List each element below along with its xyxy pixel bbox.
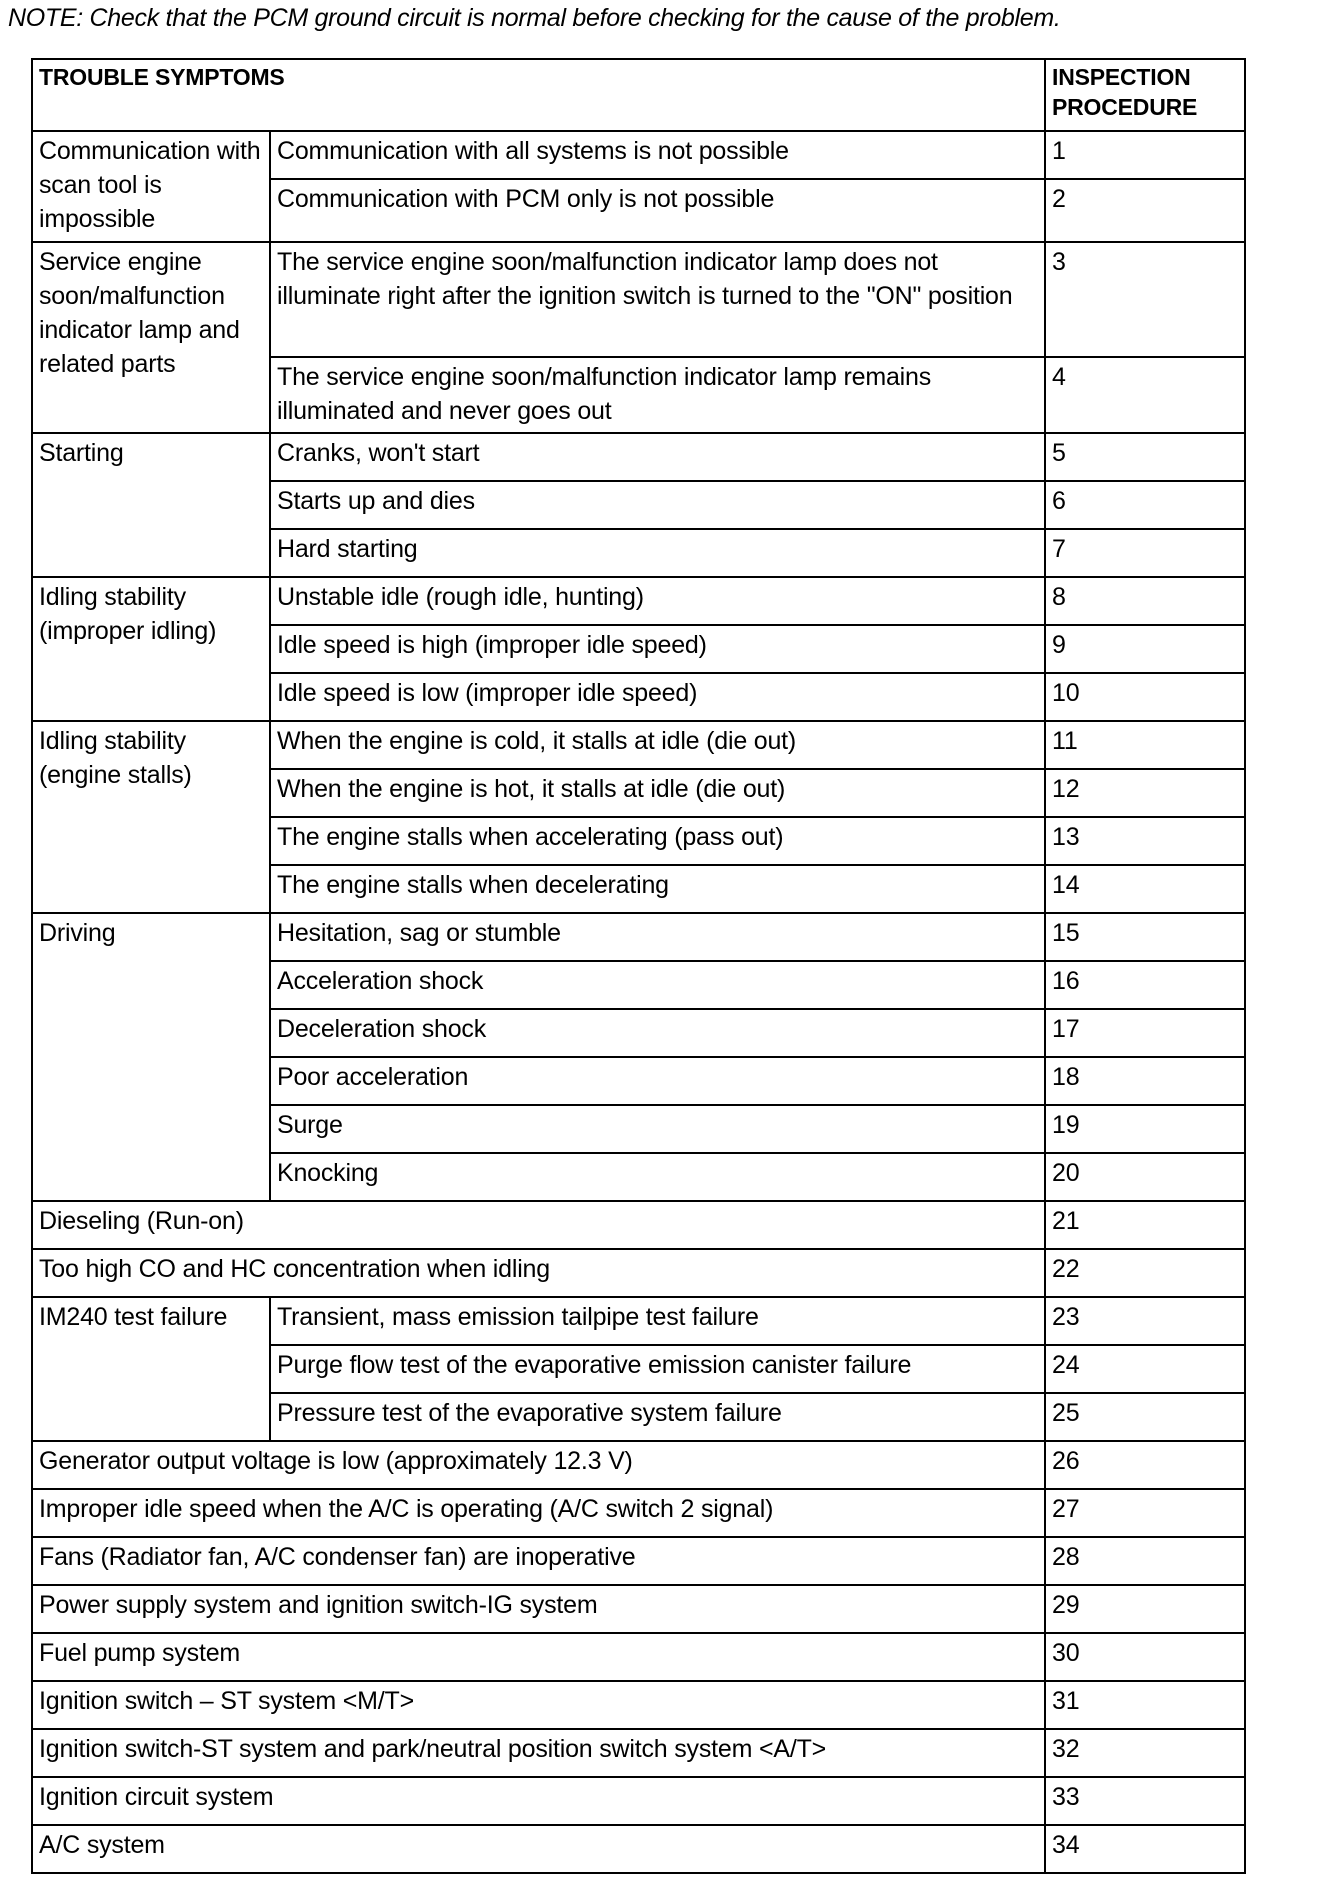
inspection-procedure-number: 17: [1045, 1009, 1245, 1057]
inspection-procedure-number: 27: [1045, 1489, 1245, 1537]
symptom-description: Knocking: [270, 1153, 1045, 1201]
inspection-procedure-number: 8: [1045, 577, 1245, 625]
table-row: [32, 1681, 1245, 1729]
table-row: [32, 1777, 1245, 1825]
symptom-description: Transient, mass emission tailpipe test failure: [270, 1297, 1045, 1345]
inspection-procedure-number: 13: [1045, 817, 1245, 865]
table-row: [32, 1441, 1245, 1489]
symptom-category: Dieseling (Run-on): [32, 1201, 1045, 1249]
inspection-procedure-number: 15: [1045, 913, 1245, 961]
symptom-category: Fans (Radiator fan, A/C condenser fan) are inoperative: [32, 1537, 1045, 1585]
table-row: [32, 913, 1245, 961]
note-text: NOTE: Check that the PCM ground circuit is normal before checking for the cause of the problem.: [8, 4, 1061, 32]
table-row: [32, 1201, 1245, 1249]
table-header-row: [32, 59, 1245, 131]
symptom-description: Communication with PCM only is not possible: [270, 179, 1045, 242]
inspection-procedure-number: 12: [1045, 769, 1245, 817]
symptom-description: The service engine soon/malfunction indicator lamp remains illuminated and never goes out: [270, 357, 1045, 433]
table-row: [32, 1489, 1245, 1537]
symptom-description: Hard starting: [270, 529, 1045, 577]
inspection-procedure-number: 34: [1045, 1825, 1245, 1873]
inspection-procedure-number: 19: [1045, 1105, 1245, 1153]
inspection-procedure-number: 6: [1045, 481, 1245, 529]
symptom-category: Service engine soon/malfunction indicator lamp and related parts: [32, 242, 270, 433]
inspection-procedure-number: 7: [1045, 529, 1245, 577]
symptom-description: Pressure test of the evaporative system failure: [270, 1393, 1045, 1441]
inspection-procedure-number: 4: [1045, 357, 1245, 433]
table-row: [32, 131, 1245, 179]
inspection-procedure-number: 25: [1045, 1393, 1245, 1441]
table-row: [32, 1825, 1245, 1873]
table-row: [32, 1537, 1245, 1585]
symptom-description: Unstable idle (rough idle, hunting): [270, 577, 1045, 625]
symptom-category: Starting: [32, 433, 270, 577]
symptom-description: Starts up and dies: [270, 481, 1045, 529]
inspection-procedure-number: 5: [1045, 433, 1245, 481]
table-row: [32, 1585, 1245, 1633]
symptom-description: Communication with all systems is not possible: [270, 131, 1045, 179]
inspection-procedure-number: 2: [1045, 179, 1245, 242]
inspection-procedure-number: 21: [1045, 1201, 1245, 1249]
symptom-description: Cranks, won't start: [270, 433, 1045, 481]
inspection-procedure-number: 18: [1045, 1057, 1245, 1105]
symptom-description: When the engine is hot, it stalls at idle (die out): [270, 769, 1045, 817]
inspection-procedure-number: 28: [1045, 1537, 1245, 1585]
symptom-category: Power supply system and ignition switch-IG system: [32, 1585, 1045, 1633]
symptom-description: Surge: [270, 1105, 1045, 1153]
symptom-category: Driving: [32, 913, 270, 1201]
symptom-category: Idling stability (improper idling): [32, 577, 270, 721]
symptom-description: Purge flow test of the evaporative emission canister failure: [270, 1345, 1045, 1393]
symptom-category: Improper idle speed when the A/C is operating (A/C switch 2 signal): [32, 1489, 1045, 1537]
table-row: [32, 1249, 1245, 1297]
symptom-description: The engine stalls when accelerating (pass out): [270, 817, 1045, 865]
table-row: [32, 242, 1245, 357]
inspection-procedure-number: 11: [1045, 721, 1245, 769]
inspection-procedure-number: 30: [1045, 1633, 1245, 1681]
table-row: [32, 1633, 1245, 1681]
inspection-procedure-number: 26: [1045, 1441, 1245, 1489]
symptom-category: Too high CO and HC concentration when idling: [32, 1249, 1045, 1297]
symptom-description: Poor acceleration: [270, 1057, 1045, 1105]
inspection-procedure-number: 10: [1045, 673, 1245, 721]
symptom-description: Acceleration shock: [270, 961, 1045, 1009]
symptom-category: Ignition switch – ST system <M/T>: [32, 1681, 1045, 1729]
symptom-category: Ignition circuit system: [32, 1777, 1045, 1825]
symptom-description: Idle speed is low (improper idle speed): [270, 673, 1045, 721]
symptom-description: The service engine soon/malfunction indicator lamp does not illuminate right after the ignition switch is turned to the "ON" position: [270, 242, 1045, 357]
symptom-category: Generator output voltage is low (approximately 12.3 V): [32, 1441, 1045, 1489]
symptom-category: IM240 test failure: [32, 1297, 270, 1441]
inspection-procedure-number: 16: [1045, 961, 1245, 1009]
symptom-description: Idle speed is high (improper idle speed): [270, 625, 1045, 673]
header-trouble-symptoms: TROUBLE SYMPTOMS: [32, 59, 1045, 131]
symptom-category: Communication with scan tool is impossible: [32, 131, 270, 242]
symptom-category: Fuel pump system: [32, 1633, 1045, 1681]
symptom-description: Deceleration shock: [270, 1009, 1045, 1057]
inspection-procedure-number: 33: [1045, 1777, 1245, 1825]
trouble-symptom-table: [31, 58, 1246, 1874]
symptom-category: Idling stability (engine stalls): [32, 721, 270, 913]
table-row: [32, 721, 1245, 769]
table-row: [32, 1297, 1245, 1345]
inspection-procedure-number: 14: [1045, 865, 1245, 913]
inspection-procedure-number: 24: [1045, 1345, 1245, 1393]
inspection-procedure-number: 1: [1045, 131, 1245, 179]
symptom-description: The engine stalls when decelerating: [270, 865, 1045, 913]
inspection-procedure-number: 22: [1045, 1249, 1245, 1297]
symptom-category: Ignition switch-ST system and park/neutral position switch system <A/T>: [32, 1729, 1045, 1777]
inspection-procedure-number: 23: [1045, 1297, 1245, 1345]
header-inspection-procedure: INSPECTION PROCEDURE: [1045, 59, 1245, 131]
table-row: [32, 433, 1245, 481]
inspection-procedure-number: 3: [1045, 242, 1245, 357]
symptom-description: When the engine is cold, it stalls at idle (die out): [270, 721, 1045, 769]
inspection-procedure-number: 31: [1045, 1681, 1245, 1729]
table-row: [32, 577, 1245, 625]
table-row: [32, 1729, 1245, 1777]
inspection-procedure-number: 20: [1045, 1153, 1245, 1201]
symptom-description: Hesitation, sag or stumble: [270, 913, 1045, 961]
inspection-procedure-number: 9: [1045, 625, 1245, 673]
symptom-category: A/C system: [32, 1825, 1045, 1873]
inspection-procedure-number: 32: [1045, 1729, 1245, 1777]
inspection-procedure-number: 29: [1045, 1585, 1245, 1633]
